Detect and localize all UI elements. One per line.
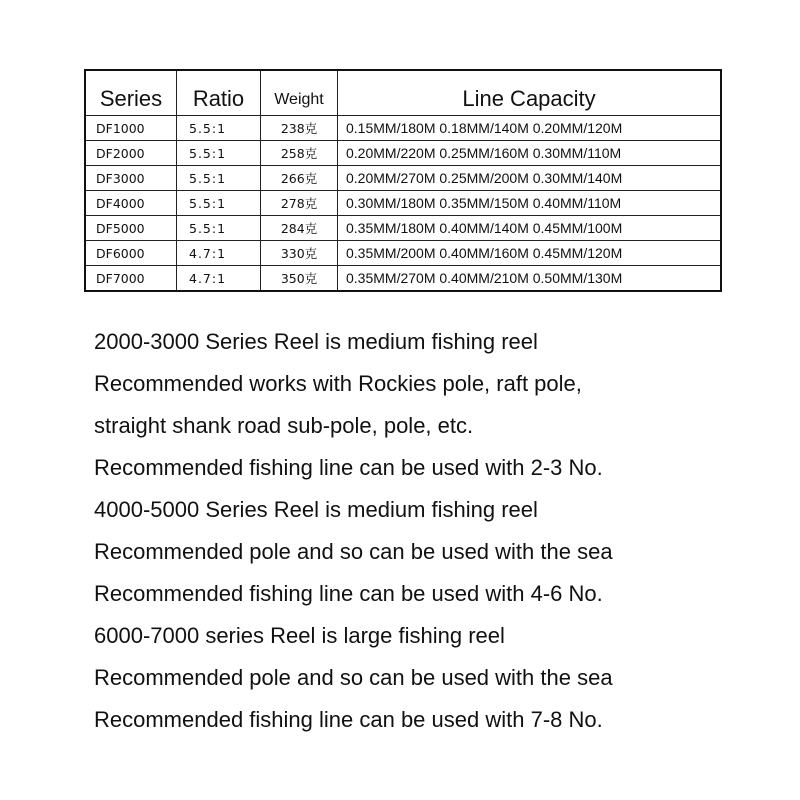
cell-ratio: 5.5:1 [177,191,261,216]
cell-weight: 266克 [261,166,338,191]
cell-line-capacity: 0.30MM/180M 0.35MM/150M 0.40MM/110M [338,191,722,216]
note-line: 2000-3000 Series Reel is medium fishing reel [94,329,538,354]
cell-line-capacity: 0.35MM/200M 0.40MM/160M 0.45MM/120M [338,241,722,266]
table-row [85,191,721,216]
cell-series: DF5000 [85,216,177,241]
table-row [85,216,721,241]
note-line: Recommended works with Rockies pole, raft pole, [94,371,582,396]
cell-weight: 350克 [261,266,338,292]
cell-ratio: 5.5:1 [177,141,261,166]
cell-ratio: 4.7:1 [177,241,261,266]
header-line-capacity: Line Capacity [338,70,722,116]
cell-line-capacity: 0.20MM/220M 0.25MM/160M 0.30MM/110M [338,141,722,166]
note-line: 4000-5000 Series Reel is medium fishing reel [94,497,538,522]
table-header-row [85,70,721,116]
cell-series: DF2000 [85,141,177,166]
note-line: Recommended pole and so can be used with the sea [94,665,613,690]
cell-line-capacity: 0.20MM/270M 0.25MM/200M 0.30MM/140M [338,166,722,191]
cell-line-capacity: 0.15MM/180M 0.18MM/140M 0.20MM/120M [338,116,722,141]
note-line: Recommended pole and so can be used with the sea [94,539,613,564]
cell-series: DF1000 [85,116,177,141]
cell-series: DF6000 [85,241,177,266]
cell-weight: 278克 [261,191,338,216]
note-line: straight shank road sub-pole, pole, etc. [94,413,474,438]
cell-ratio: 5.5:1 [177,116,261,141]
cell-weight: 284克 [261,216,338,241]
header-weight: Weight [261,70,338,116]
table-row [85,116,721,141]
note-line: 6000-7000 series Reel is large fishing reel [94,623,505,648]
cell-series: DF4000 [85,191,177,216]
cell-ratio: 5.5:1 [177,166,261,191]
cell-ratio: 4.7:1 [177,266,261,292]
cell-weight: 238克 [261,116,338,141]
note-line: Recommended fishing line can be used with 4-6 No. [94,581,603,606]
cell-series: DF7000 [85,266,177,292]
note-line: Recommended fishing line can be used with 2-3 No. [94,455,603,480]
spec-table [84,69,722,292]
table-row [85,166,721,191]
table-row [85,141,721,166]
cell-weight: 330克 [261,241,338,266]
cell-weight: 258克 [261,141,338,166]
note-line: Recommended fishing line can be used with 7-8 No. [94,707,603,732]
header-ratio: Ratio [177,70,261,116]
recommendation-notes [94,321,784,741]
header-series: Series [85,70,177,116]
table-row [85,241,721,266]
cell-line-capacity: 0.35MM/270M 0.40MM/210M 0.50MM/130M [338,266,722,292]
cell-ratio: 5.5:1 [177,216,261,241]
table-row [85,266,721,292]
cell-series: DF3000 [85,166,177,191]
cell-line-capacity: 0.35MM/180M 0.40MM/140M 0.45MM/100M [338,216,722,241]
